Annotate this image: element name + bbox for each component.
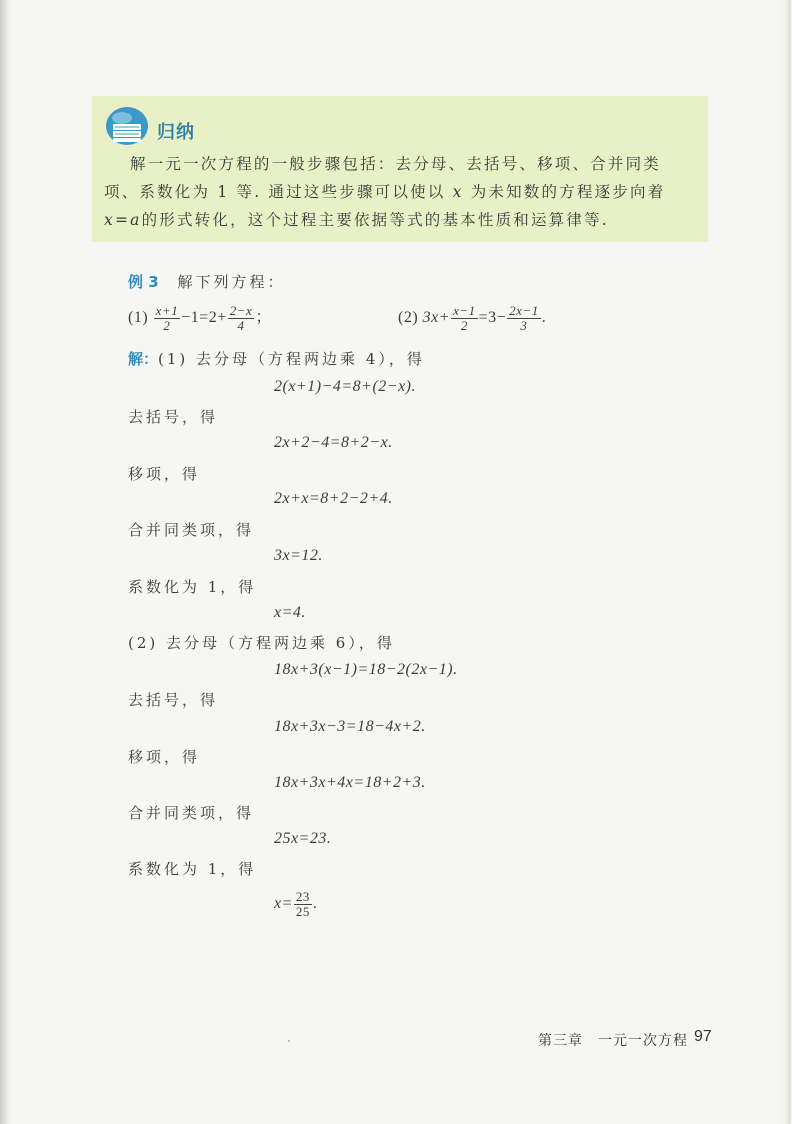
fraction: $\frac{23}{25}$ <box>295 889 310 919</box>
fraction: $\frac{2-x}{4}$ <box>229 303 253 333</box>
example-prompt: 解下列方程： <box>177 273 286 291</box>
equation-line: 18x+3x+4x=18+2+3. <box>274 774 426 791</box>
example-label: 例 3 <box>128 273 159 291</box>
equation-line: 2(x+1)−4=8+(2−x). <box>274 378 416 395</box>
equation-line: x=4. <box>274 604 306 621</box>
problem-index: (2) <box>398 309 419 327</box>
step-text: 移项，得 <box>128 465 201 483</box>
page-binding-shadow <box>0 0 11 1124</box>
final-answer <box>274 890 317 919</box>
problem-2 <box>398 304 546 333</box>
equation-line: 18x+3(x−1)=18−2(2x−1). <box>274 661 458 678</box>
equation-text: ； <box>255 309 272 327</box>
summary-title: 归纳 <box>157 122 195 143</box>
fraction: $\frac{2x-1}{3}$ <box>509 303 539 333</box>
problem-index: (1) <box>128 309 149 327</box>
summary-text: 为未知数的方程逐步向着 <box>463 183 666 201</box>
equation-line: 18x+3x−3=18−4x+2. <box>274 718 426 735</box>
solution-2-intro: (2) 去分母（方程两边乘 6），得 <box>128 634 395 652</box>
equation-text: 3x+ <box>422 309 451 327</box>
book-stack-icon <box>104 104 150 148</box>
summary-text-line-1 <box>130 152 661 174</box>
fraction: $\frac{x+1}{2}$ <box>155 303 179 333</box>
step-text: 合并同类项，得 <box>128 804 255 822</box>
summary-text: 解一元一次方程的一般步骤包括：去分母、去括号、移项、合并同类 <box>130 155 662 173</box>
summary-text-line-2 <box>104 180 665 202</box>
equation-text: . <box>541 309 547 327</box>
step-text: 合并同类项，得 <box>128 521 255 539</box>
print-speck <box>288 1040 290 1042</box>
example-header <box>128 271 285 292</box>
step-text: 系数化为 1，得 <box>128 578 257 596</box>
equation-line: 3x=12. <box>274 547 323 564</box>
page-number: 97 <box>694 1028 712 1045</box>
step-text: 去括号，得 <box>128 408 219 426</box>
solution-label: 解： <box>128 350 159 368</box>
summary-variable: x=a <box>104 211 142 229</box>
step-text: (1) 去分母（方程两边乘 4），得 <box>158 350 425 368</box>
step-text: 移项，得 <box>128 748 201 766</box>
step-text: 去括号，得 <box>128 691 219 709</box>
equation-text: x= <box>274 895 293 913</box>
equation-line: 2x+x=8+2−2+4. <box>274 490 393 507</box>
page-edge-shadow <box>774 0 800 1124</box>
equation-text: =3− <box>478 309 507 327</box>
problem-1 <box>128 304 272 333</box>
chapter-footer: 第三章 一元一次方程 <box>538 1033 688 1049</box>
fraction: $\frac{x-1}{2}$ <box>453 303 476 333</box>
step-text: 系数化为 1，得 <box>128 860 257 878</box>
equation-line: 25x=23. <box>274 830 332 847</box>
summary-variable: x <box>452 183 464 201</box>
equation-line: 2x+2−4=8+2−x. <box>274 434 393 451</box>
summary-text-line-3 <box>104 208 609 230</box>
summary-text: 项、系数化为 1 等. 通过这些步骤可以使以 <box>104 183 453 201</box>
summary-text: 的形式转化，这个过程主要依据等式的基本性质和运算律等. <box>141 211 609 229</box>
solution-1-intro <box>128 348 425 369</box>
equation-text: −1=2+ <box>181 309 227 327</box>
equation-text: . <box>312 895 318 913</box>
